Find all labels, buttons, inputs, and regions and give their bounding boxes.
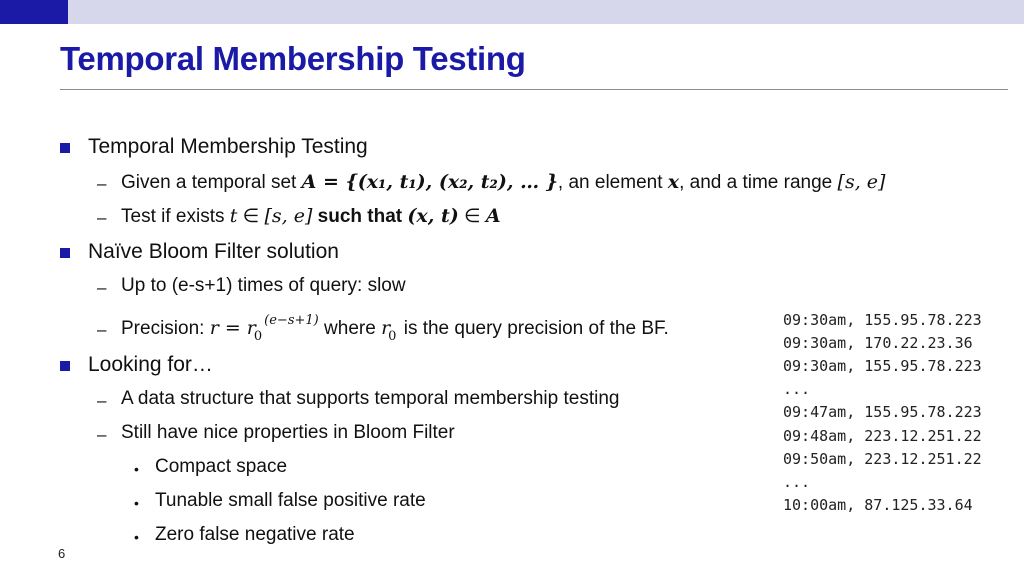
sub-bullet-test-exists: Test if exists t ∈ [s, e] such that (𝒙, 𝒕) ∈ 𝑨	[121, 205, 501, 227]
log-line: 09:30am, 155.95.78.223	[783, 311, 982, 329]
dash-bullet-icon: –	[97, 425, 107, 444]
bullet-looking-for: Looking for…	[88, 353, 213, 376]
item-false-negative: Zero false negative rate	[155, 524, 355, 545]
log-line: 09:47am, 155.95.78.223	[783, 403, 982, 421]
log-line: 09:30am, 170.22.23.36	[783, 334, 973, 352]
square-bullet-icon	[60, 143, 70, 153]
dot-bullet-icon: •	[134, 495, 139, 511]
dash-bullet-icon: –	[97, 208, 107, 227]
dash-bullet-icon: –	[97, 320, 107, 339]
dash-bullet-icon: –	[97, 278, 107, 297]
sub-bullet-data-structure: A data structure that supports temporal membership testing	[121, 388, 620, 409]
square-bullet-icon	[60, 361, 70, 371]
title-divider	[60, 89, 1008, 90]
sub-bullet-precision: Precision: $r = r_0^{(e-s+1)}$ where $r_0$ is the query precision of the BF.	[121, 313, 669, 344]
bullet-naive-bloom: Naïve Bloom Filter solution	[88, 240, 339, 263]
dot-bullet-icon: •	[134, 529, 139, 545]
dash-bullet-icon: –	[97, 391, 107, 410]
top-banner-accent	[0, 0, 68, 24]
log-line: 09:50am, 223.12.251.22	[783, 450, 982, 468]
top-banner	[0, 0, 1024, 24]
square-bullet-icon	[60, 248, 70, 258]
dot-bullet-icon: •	[134, 461, 139, 477]
log-line: ...	[783, 380, 811, 398]
log-line: 10:00am, 87.125.33.64	[783, 496, 973, 514]
log-line: ...	[783, 473, 811, 491]
log-line: 09:30am, 155.95.78.223	[783, 357, 982, 375]
slide-title: Temporal Membership Testing	[60, 40, 526, 77]
sub-bullet-temporal-set: Given a temporal set 𝑨 = {(𝒙₁, 𝒕₁), (𝒙₂, 𝒕₂), … }, an element 𝒙, and a time range [s, e]	[121, 171, 886, 193]
log-line: 09:48am, 223.12.251.22	[783, 427, 982, 445]
bullet-temporal-membership: Temporal Membership Testing	[88, 135, 368, 158]
item-compact-space: Compact space	[155, 456, 288, 477]
dash-bullet-icon: –	[97, 174, 107, 193]
sub-bullet-query-slow: Up to (e-s+1) times of query: slow	[121, 275, 406, 296]
item-false-positive: Tunable small false positive rate	[155, 490, 426, 511]
page-number: 6	[58, 546, 66, 561]
sub-bullet-nice-properties: Still have nice properties in Bloom Filter	[121, 422, 455, 443]
